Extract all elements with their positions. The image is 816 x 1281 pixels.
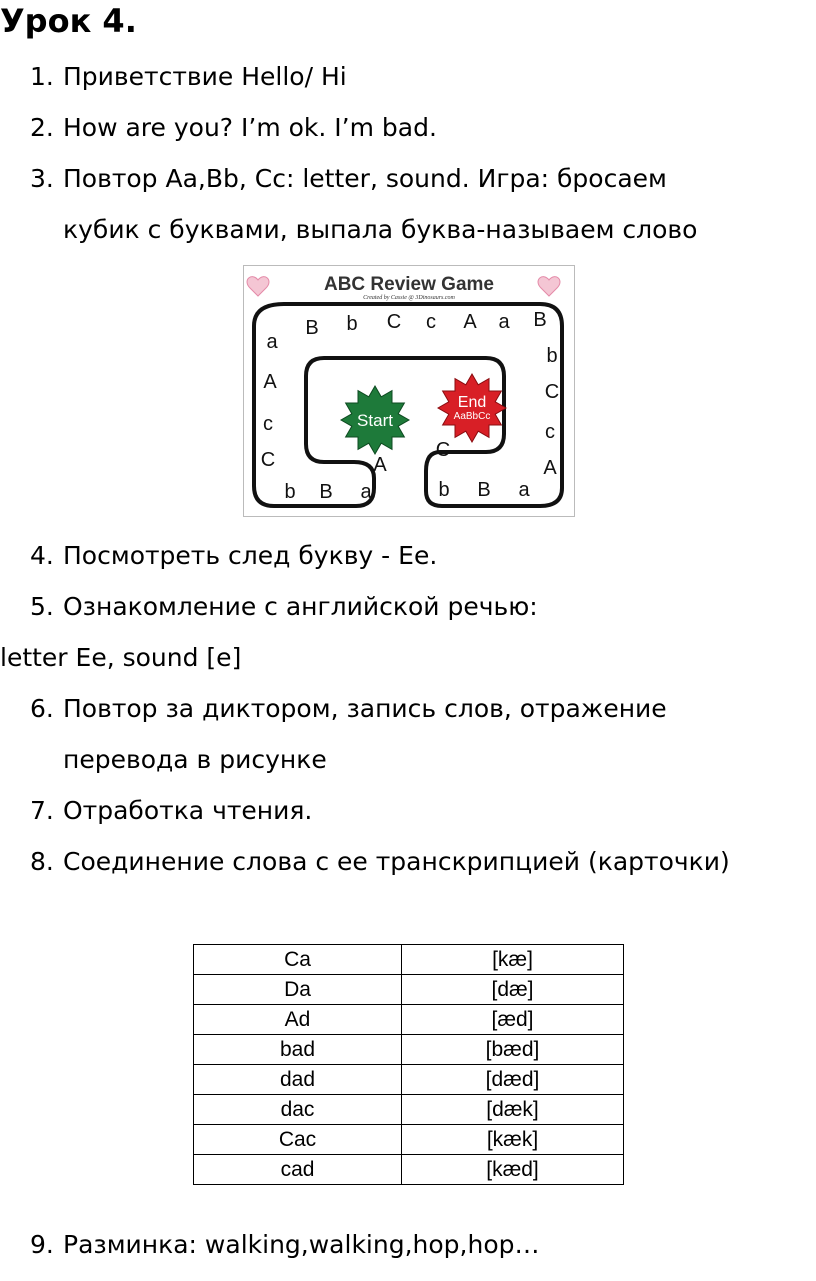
game-tile-letter: C bbox=[544, 381, 560, 403]
list-number: 6. bbox=[30, 694, 54, 723]
game-credit: Created by Cassie @ 3Dinosaurs.com bbox=[363, 295, 455, 301]
transcription-cell: [dæd] bbox=[402, 1065, 624, 1095]
word-cell: Cac bbox=[194, 1125, 402, 1155]
heart-decoration-left bbox=[247, 277, 269, 296]
game-tile-letter: B bbox=[305, 317, 319, 339]
game-tile-letter: C bbox=[386, 311, 402, 333]
list-text: Посмотреть след букву - Ee. bbox=[63, 541, 438, 570]
list-number: 7. bbox=[30, 796, 54, 825]
word-cell: dad bbox=[194, 1065, 402, 1095]
start-label: Start bbox=[357, 411, 393, 430]
list-text: Приветствие Hello/ Hi bbox=[63, 62, 347, 91]
word-cell: cad bbox=[194, 1155, 402, 1185]
game-tile-letter: B bbox=[319, 481, 333, 503]
table-row bbox=[194, 1095, 624, 1125]
abc-review-game-image bbox=[243, 265, 575, 517]
list-number: 8. bbox=[30, 847, 54, 876]
word-cell: Da bbox=[194, 975, 402, 1005]
transcription-cell: [kæ] bbox=[402, 945, 624, 975]
lesson-title: Урок 4. bbox=[0, 2, 137, 40]
list-text-continued: letter Ee, sound [e] bbox=[0, 643, 242, 672]
table-row bbox=[194, 945, 624, 975]
game-tile-letter: A bbox=[463, 311, 477, 333]
list-item-5 bbox=[30, 592, 538, 622]
game-tile-letter: a bbox=[360, 481, 372, 503]
list-text: How are you? I’m ok. I’m bad. bbox=[63, 113, 437, 142]
table-row bbox=[194, 1155, 624, 1185]
word-cell: dac bbox=[194, 1095, 402, 1125]
list-item-9 bbox=[30, 1230, 540, 1260]
transcription-cell: [dæk] bbox=[402, 1095, 624, 1125]
game-tile-letter: A bbox=[373, 454, 387, 476]
game-tile-letter: B bbox=[533, 309, 547, 331]
list-text: Отработка чтения. bbox=[63, 796, 313, 825]
list-text-continued: перевода в рисунке bbox=[63, 745, 327, 774]
game-tile-letter: B bbox=[477, 479, 491, 501]
start-star bbox=[341, 386, 409, 454]
list-text: Разминка: walking,walking,hop,hop… bbox=[63, 1230, 540, 1259]
game-tile-letter: a bbox=[266, 331, 278, 353]
list-text: Ознакомление с английской речью: bbox=[63, 592, 538, 621]
game-board bbox=[244, 266, 574, 516]
game-tile-letter: b bbox=[438, 479, 450, 501]
track-outline bbox=[254, 304, 562, 506]
list-item-3 bbox=[30, 164, 667, 194]
list-number: 1. bbox=[30, 62, 54, 91]
list-text-continued: кубик с буквами, выпала буква-называем слово bbox=[63, 215, 698, 244]
table-row bbox=[194, 1005, 624, 1035]
transcription-table bbox=[193, 944, 624, 1185]
game-tile-letter: C bbox=[260, 449, 276, 471]
game-title: ABC Review Game bbox=[323, 274, 495, 295]
game-tile-letter: b bbox=[346, 313, 358, 335]
transcription-cell: [æd] bbox=[402, 1005, 624, 1035]
game-tile-letter: c bbox=[263, 413, 273, 435]
list-item-4 bbox=[30, 541, 437, 571]
table-row bbox=[194, 1065, 624, 1095]
game-tile-letter: b bbox=[284, 481, 296, 503]
list-number: 3. bbox=[30, 164, 54, 193]
end-star bbox=[438, 374, 506, 442]
game-tile-letter: a bbox=[498, 311, 510, 333]
list-item-6 bbox=[30, 694, 667, 724]
transcription-cell: [kæk] bbox=[402, 1125, 624, 1155]
word-cell: Ca bbox=[194, 945, 402, 975]
game-tile-letter: c bbox=[545, 421, 555, 443]
list-number: 9. bbox=[30, 1230, 54, 1259]
table-row bbox=[194, 1125, 624, 1155]
game-tile-letter: A bbox=[263, 371, 277, 393]
game-tile-letter: b bbox=[546, 345, 558, 367]
word-cell: bad bbox=[194, 1035, 402, 1065]
list-text: Повтор за диктором, запись слов, отражение bbox=[63, 694, 667, 723]
table-row bbox=[194, 975, 624, 1005]
list-number: 2. bbox=[30, 113, 54, 142]
list-text: Соединение слова с ее транскрипцией (карточки) bbox=[63, 847, 730, 876]
transcription-cell: [dæ] bbox=[402, 975, 624, 1005]
transcription-cell: [bæd] bbox=[402, 1035, 624, 1065]
table-row bbox=[194, 1035, 624, 1065]
list-number: 5. bbox=[30, 592, 54, 621]
heart-decoration-right bbox=[538, 277, 560, 296]
end-label: End bbox=[457, 394, 487, 411]
list-item-7 bbox=[30, 796, 312, 826]
game-tile-letter: C bbox=[435, 439, 451, 461]
game-tile-letter: c bbox=[426, 311, 436, 333]
list-item-2 bbox=[30, 113, 437, 143]
transcription-cell: [kæd] bbox=[402, 1155, 624, 1185]
list-item-1 bbox=[30, 62, 347, 92]
game-tile-letter: A bbox=[543, 457, 557, 479]
game-tile-letter: a bbox=[518, 479, 530, 501]
list-number: 4. bbox=[30, 541, 54, 570]
word-cell: Ad bbox=[194, 1005, 402, 1035]
end-sublabel: AaBbCc bbox=[453, 411, 491, 422]
list-text: Повтор Aa,Bb, Cc: letter, sound. Игра: бросаем bbox=[63, 164, 667, 193]
list-item-8 bbox=[30, 847, 730, 877]
